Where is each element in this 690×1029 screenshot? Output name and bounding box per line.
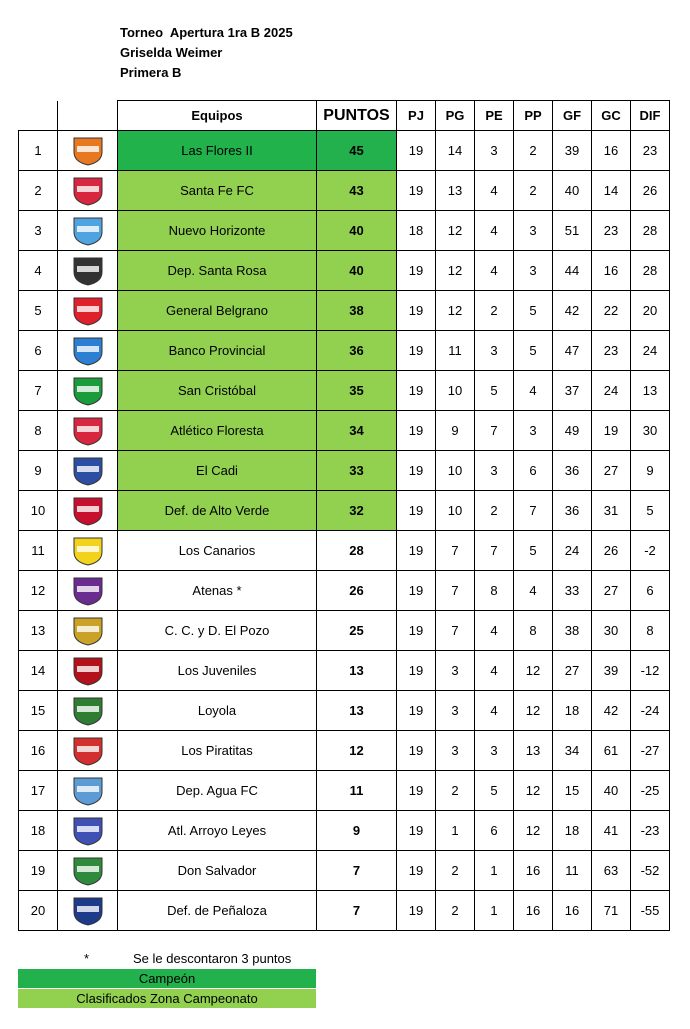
stat-dif: -55 <box>631 891 670 931</box>
points-cell: 40 <box>317 251 397 291</box>
crest-cell <box>58 811 118 851</box>
position-cell: 10 <box>19 491 58 531</box>
team-name: Los Piratitas <box>118 731 317 771</box>
stat-gf: 49 <box>553 411 592 451</box>
points-cell: 32 <box>317 491 397 531</box>
team-name: Def. de Peñaloza <box>118 891 317 931</box>
stat-pe: 8 <box>475 571 514 611</box>
table-row <box>19 571 670 611</box>
stat-pj: 19 <box>397 811 436 851</box>
position-cell: 2 <box>19 171 58 211</box>
stat-gc: 41 <box>592 811 631 851</box>
stat-pj: 19 <box>397 531 436 571</box>
stat-pj: 19 <box>397 331 436 371</box>
stat-pj: 19 <box>397 371 436 411</box>
team-name: Atl. Arroyo Leyes <box>118 811 317 851</box>
position-cell: 11 <box>19 531 58 571</box>
stat-pg: 1 <box>436 811 475 851</box>
col-gc: GC <box>592 101 631 131</box>
stat-gf: 27 <box>553 651 592 691</box>
stat-dif: -23 <box>631 811 670 851</box>
stat-gf: 51 <box>553 211 592 251</box>
stat-gc: 27 <box>592 451 631 491</box>
stat-pp: 12 <box>514 771 553 811</box>
stat-pj: 19 <box>397 571 436 611</box>
stat-pe: 5 <box>475 771 514 811</box>
table-row <box>19 811 670 851</box>
footnote-mark: * <box>84 951 90 966</box>
table-row <box>19 891 670 931</box>
points-cell: 7 <box>317 891 397 931</box>
stat-dif: 6 <box>631 571 670 611</box>
crest-cell <box>58 771 118 811</box>
position-cell: 13 <box>19 611 58 651</box>
position-cell: 14 <box>19 651 58 691</box>
stat-pg: 9 <box>436 411 475 451</box>
crest-cell <box>58 531 118 571</box>
stat-gf: 24 <box>553 531 592 571</box>
team-name: Nuevo Horizonte <box>118 211 317 251</box>
stat-gf: 39 <box>553 131 592 171</box>
stat-pg: 11 <box>436 331 475 371</box>
stat-gf: 18 <box>553 691 592 731</box>
col-pg: PG <box>436 101 475 131</box>
stat-gc: 42 <box>592 691 631 731</box>
stat-gf: 47 <box>553 331 592 371</box>
stat-gc: 14 <box>592 171 631 211</box>
stat-pj: 19 <box>397 491 436 531</box>
table-row <box>19 131 670 171</box>
points-cell: 26 <box>317 571 397 611</box>
stat-gc: 22 <box>592 291 631 331</box>
stat-gc: 16 <box>592 131 631 171</box>
stat-pe: 4 <box>475 211 514 251</box>
standings-table <box>18 100 670 931</box>
stat-dif: -25 <box>631 771 670 811</box>
stat-pg: 12 <box>436 251 475 291</box>
table-row <box>19 451 670 491</box>
stat-pe: 4 <box>475 691 514 731</box>
team-name: Atenas * <box>118 571 317 611</box>
blue-sun-shield-icon <box>65 215 111 247</box>
green-white-shield-icon <box>65 855 111 887</box>
stat-pg: 3 <box>436 731 475 771</box>
table-row <box>19 731 670 771</box>
blue-red-shield-icon <box>65 895 111 927</box>
stat-pe: 3 <box>475 331 514 371</box>
crest-cell <box>58 611 118 651</box>
points-cell: 33 <box>317 451 397 491</box>
team-name: Dep. Agua FC <box>118 771 317 811</box>
blue-cb-shield-icon <box>65 335 111 367</box>
stat-dif: -52 <box>631 851 670 891</box>
stat-dif: 8 <box>631 611 670 651</box>
points-cell: 13 <box>317 651 397 691</box>
crest-cell <box>58 171 118 211</box>
team-name: Loyola <box>118 691 317 731</box>
stat-gf: 36 <box>553 491 592 531</box>
red-yellow-banner-icon <box>65 495 111 527</box>
team-name: Def. de Alto Verde <box>118 491 317 531</box>
stat-dif: 24 <box>631 331 670 371</box>
stat-gc: 16 <box>592 251 631 291</box>
stat-gf: 36 <box>553 451 592 491</box>
stat-pe: 6 <box>475 811 514 851</box>
orange-shield-icon <box>65 135 111 167</box>
blank-header <box>58 101 118 131</box>
points-cell: 43 <box>317 171 397 211</box>
position-cell: 7 <box>19 371 58 411</box>
stat-gc: 23 <box>592 331 631 371</box>
stat-gc: 26 <box>592 531 631 571</box>
stat-pg: 2 <box>436 851 475 891</box>
stat-pg: 3 <box>436 651 475 691</box>
stat-dif: 30 <box>631 411 670 451</box>
points-cell: 35 <box>317 371 397 411</box>
stat-pj: 19 <box>397 731 436 771</box>
stat-pe: 4 <box>475 611 514 651</box>
stat-pj: 19 <box>397 251 436 291</box>
stat-pp: 3 <box>514 251 553 291</box>
stat-gc: 31 <box>592 491 631 531</box>
col-puntos: PUNTOS <box>317 101 397 131</box>
stat-gf: 34 <box>553 731 592 771</box>
stat-pj: 19 <box>397 291 436 331</box>
table-row <box>19 651 670 691</box>
stat-dif: 20 <box>631 291 670 331</box>
tournament-title: Torneo Apertura 1ra B 2025 <box>120 25 293 40</box>
stat-dif: -27 <box>631 731 670 771</box>
stat-pe: 7 <box>475 411 514 451</box>
points-cell: 11 <box>317 771 397 811</box>
stat-gc: 61 <box>592 731 631 771</box>
stat-pe: 3 <box>475 731 514 771</box>
stat-pp: 7 <box>514 491 553 531</box>
stat-pp: 3 <box>514 411 553 451</box>
stat-pj: 19 <box>397 611 436 651</box>
stat-gc: 63 <box>592 851 631 891</box>
stat-pj: 19 <box>397 171 436 211</box>
stat-pe: 2 <box>475 491 514 531</box>
stat-pp: 2 <box>514 131 553 171</box>
col-equipos: Equipos <box>118 101 317 131</box>
red-black-stripe-shield-icon <box>65 655 111 687</box>
position-cell: 15 <box>19 691 58 731</box>
position-cell: 18 <box>19 811 58 851</box>
points-cell: 40 <box>317 211 397 251</box>
stat-pe: 4 <box>475 251 514 291</box>
green-black-shield-icon <box>65 695 111 727</box>
stat-pe: 4 <box>475 651 514 691</box>
stat-pj: 19 <box>397 411 436 451</box>
red-banner-icon <box>65 175 111 207</box>
points-cell: 36 <box>317 331 397 371</box>
stat-dif: 13 <box>631 371 670 411</box>
stat-dif: -2 <box>631 531 670 571</box>
stat-pp: 5 <box>514 531 553 571</box>
table-row <box>19 531 670 571</box>
stat-gf: 11 <box>553 851 592 891</box>
red-shield-icon <box>65 295 111 327</box>
red-pirate-crest-icon <box>65 735 111 767</box>
stat-pg: 7 <box>436 531 475 571</box>
table-row <box>19 851 670 891</box>
stat-pp: 5 <box>514 331 553 371</box>
points-cell: 28 <box>317 531 397 571</box>
points-cell: 12 <box>317 731 397 771</box>
position-cell: 4 <box>19 251 58 291</box>
stat-pj: 18 <box>397 211 436 251</box>
stat-pj: 19 <box>397 691 436 731</box>
stat-gf: 40 <box>553 171 592 211</box>
round-badge-icon <box>65 455 111 487</box>
crest-cell <box>58 891 118 931</box>
points-cell: 45 <box>317 131 397 171</box>
points-cell: 13 <box>317 691 397 731</box>
blue-stripe-shield-icon <box>65 815 111 847</box>
stat-pg: 2 <box>436 771 475 811</box>
stat-dif: 23 <box>631 131 670 171</box>
stat-pe: 5 <box>475 371 514 411</box>
stat-dif: -24 <box>631 691 670 731</box>
team-name: Dep. Santa Rosa <box>118 251 317 291</box>
stat-dif: 28 <box>631 211 670 251</box>
table-row <box>19 691 670 731</box>
stat-gc: 23 <box>592 211 631 251</box>
team-name: Los Canarios <box>118 531 317 571</box>
table-row <box>19 251 670 291</box>
black-gold-shield-icon <box>65 615 111 647</box>
stat-pp: 3 <box>514 211 553 251</box>
stat-gc: 71 <box>592 891 631 931</box>
crest-cell <box>58 691 118 731</box>
crest-cell <box>58 211 118 251</box>
position-cell: 16 <box>19 731 58 771</box>
stat-gf: 38 <box>553 611 592 651</box>
stat-pj: 19 <box>397 651 436 691</box>
col-pp: PP <box>514 101 553 131</box>
stat-pp: 2 <box>514 171 553 211</box>
position-cell: 1 <box>19 131 58 171</box>
red-white-crest-icon <box>65 415 111 447</box>
position-cell: 6 <box>19 331 58 371</box>
position-cell: 17 <box>19 771 58 811</box>
team-name: Banco Provincial <box>118 331 317 371</box>
stat-pe: 1 <box>475 851 514 891</box>
stat-gc: 39 <box>592 651 631 691</box>
stat-pe: 1 <box>475 891 514 931</box>
stat-gf: 15 <box>553 771 592 811</box>
crest-cell <box>58 651 118 691</box>
stat-pj: 19 <box>397 131 436 171</box>
team-name: Santa Fe FC <box>118 171 317 211</box>
stat-pg: 14 <box>436 131 475 171</box>
position-cell: 5 <box>19 291 58 331</box>
stat-pe: 3 <box>475 131 514 171</box>
table-row <box>19 491 670 531</box>
stat-pj: 19 <box>397 451 436 491</box>
stat-pg: 2 <box>436 891 475 931</box>
crest-cell <box>58 411 118 451</box>
points-cell: 9 <box>317 811 397 851</box>
stat-gf: 16 <box>553 891 592 931</box>
crest-cell <box>58 571 118 611</box>
stat-pp: 5 <box>514 291 553 331</box>
black-ball-crest-icon <box>65 255 111 287</box>
header <box>120 23 293 83</box>
stat-pp: 16 <box>514 891 553 931</box>
crest-cell <box>58 491 118 531</box>
stat-pp: 12 <box>514 651 553 691</box>
stat-pg: 13 <box>436 171 475 211</box>
table-row <box>19 611 670 651</box>
crest-cell <box>58 851 118 891</box>
stat-pg: 7 <box>436 571 475 611</box>
crest-cell <box>58 371 118 411</box>
stat-dif: 28 <box>631 251 670 291</box>
stat-pp: 16 <box>514 851 553 891</box>
stat-pe: 7 <box>475 531 514 571</box>
col-gf: GF <box>553 101 592 131</box>
yellow-green-shield-icon <box>65 535 111 567</box>
crest-cell <box>58 291 118 331</box>
stat-pp: 13 <box>514 731 553 771</box>
stat-pp: 4 <box>514 371 553 411</box>
team-name: El Cadi <box>118 451 317 491</box>
points-cell: 34 <box>317 411 397 451</box>
crest-cell <box>58 731 118 771</box>
table-row <box>19 211 670 251</box>
points-cell: 25 <box>317 611 397 651</box>
stat-pp: 12 <box>514 691 553 731</box>
position-cell: 12 <box>19 571 58 611</box>
team-name: Los Juveniles <box>118 651 317 691</box>
position-cell: 9 <box>19 451 58 491</box>
stat-pp: 12 <box>514 811 553 851</box>
stat-pg: 10 <box>436 491 475 531</box>
position-cell: 3 <box>19 211 58 251</box>
crest-cell <box>58 451 118 491</box>
footnote-text: Se le descontaron 3 puntos <box>133 951 292 966</box>
table-row <box>19 331 670 371</box>
stat-dif: 26 <box>631 171 670 211</box>
stat-pe: 2 <box>475 291 514 331</box>
table-row <box>19 411 670 451</box>
header-row <box>19 101 670 131</box>
team-name: Don Salvador <box>118 851 317 891</box>
crest-cell <box>58 331 118 371</box>
stat-gf: 33 <box>553 571 592 611</box>
table-row <box>19 171 670 211</box>
stat-pp: 6 <box>514 451 553 491</box>
crest-cell <box>58 131 118 171</box>
stat-gc: 24 <box>592 371 631 411</box>
stat-pe: 3 <box>475 451 514 491</box>
team-name: General Belgrano <box>118 291 317 331</box>
legend-qualified: Clasificados Zona Campeonato <box>18 989 316 1008</box>
stat-gf: 18 <box>553 811 592 851</box>
stat-pj: 19 <box>397 851 436 891</box>
position-cell: 20 <box>19 891 58 931</box>
team-name: Atlético Floresta <box>118 411 317 451</box>
stat-pg: 12 <box>436 291 475 331</box>
stat-dif: 5 <box>631 491 670 531</box>
stat-dif: 9 <box>631 451 670 491</box>
stat-pg: 10 <box>436 451 475 491</box>
col-pj: PJ <box>397 101 436 131</box>
blank-header <box>19 101 58 131</box>
stat-pg: 10 <box>436 371 475 411</box>
points-cell: 38 <box>317 291 397 331</box>
position-cell: 8 <box>19 411 58 451</box>
stat-pj: 19 <box>397 771 436 811</box>
stat-pp: 8 <box>514 611 553 651</box>
stat-gf: 42 <box>553 291 592 331</box>
stat-pg: 12 <box>436 211 475 251</box>
stat-dif: -12 <box>631 651 670 691</box>
author-name: Griselda Weimer <box>120 45 223 60</box>
legend-champion: Campeón <box>18 969 316 988</box>
stat-pg: 3 <box>436 691 475 731</box>
team-name: C. C. y D. El Pozo <box>118 611 317 651</box>
stat-gc: 30 <box>592 611 631 651</box>
position-cell: 19 <box>19 851 58 891</box>
col-dif: DIF <box>631 101 670 131</box>
stat-pj: 19 <box>397 891 436 931</box>
green-stripe-shield-icon <box>65 375 111 407</box>
points-cell: 7 <box>317 851 397 891</box>
stat-pg: 7 <box>436 611 475 651</box>
stat-gc: 40 <box>592 771 631 811</box>
team-name: San Cristóbal <box>118 371 317 411</box>
division-name: Primera B <box>120 65 182 80</box>
crest-cell <box>58 251 118 291</box>
stat-gc: 19 <box>592 411 631 451</box>
blue-white-shield-icon <box>65 775 111 807</box>
team-name: Las Flores II <box>118 131 317 171</box>
stat-pp: 4 <box>514 571 553 611</box>
stat-gf: 44 <box>553 251 592 291</box>
stat-gf: 37 <box>553 371 592 411</box>
table-row <box>19 371 670 411</box>
table-row <box>19 771 670 811</box>
stat-gc: 27 <box>592 571 631 611</box>
col-pe: PE <box>475 101 514 131</box>
purple-atenas-shield-icon <box>65 575 111 607</box>
stat-pe: 4 <box>475 171 514 211</box>
table-row <box>19 291 670 331</box>
